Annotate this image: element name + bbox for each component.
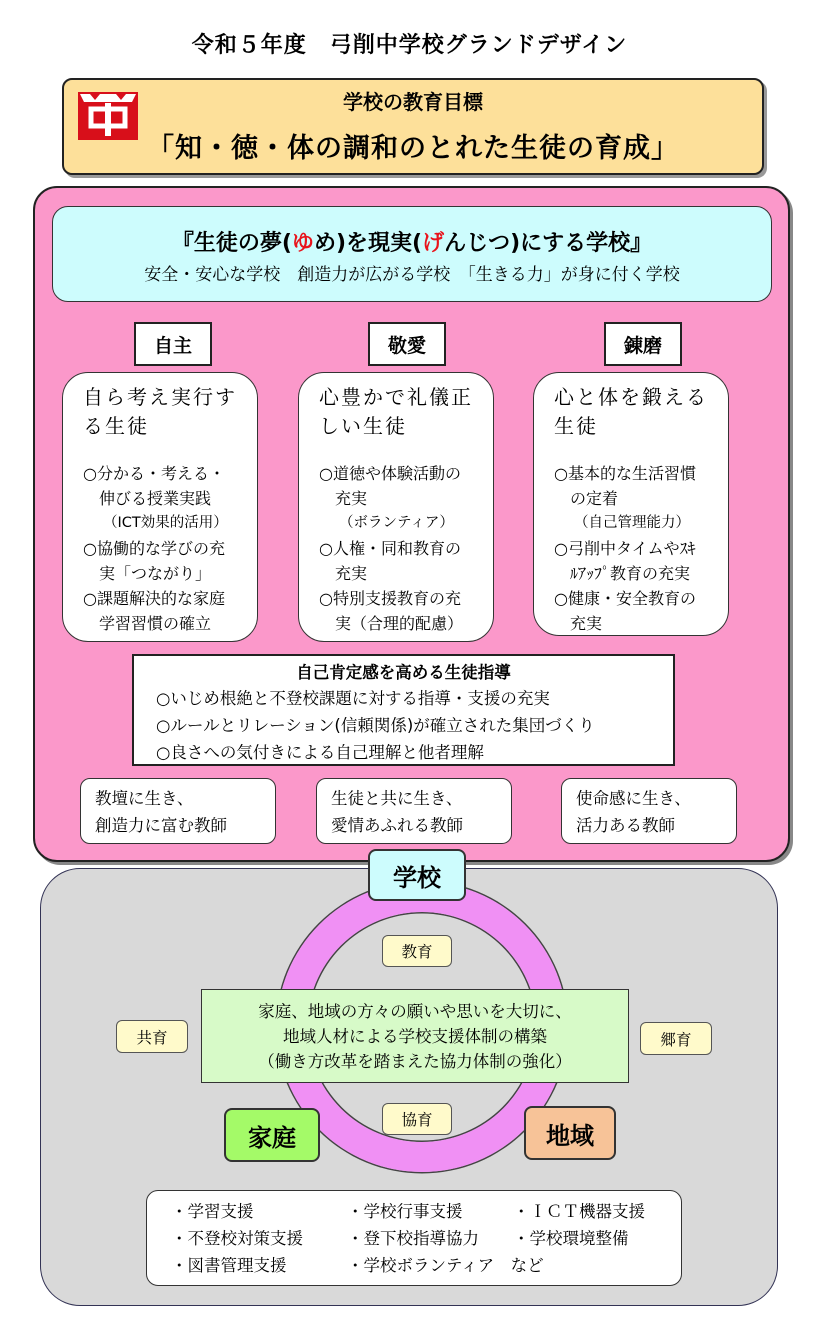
guidance-title: 自己肯定感を高める生徒指導	[296, 663, 511, 682]
center-line: 地域人材による学校支援体制の構築	[283, 1026, 547, 1046]
pillar-items: ○基本的な生活習慣 の定着 （自己管理能力） ○弓削中タイムやｽｷ ﾙｱｯﾌﾟ教育の充実 ○健康・安全教育の 充実	[554, 464, 696, 633]
pillar-items: ○道徳や体験活動の 充実 （ボランティア） ○人権・同和教育の 充実 ○特別支援教育の充 実（合理的配慮）	[319, 464, 464, 633]
teacher-ideal-3: 使命感に生き、 活力ある教師	[561, 778, 737, 844]
pillar-items: ○分かる・考える・ 伸びる授業実践 （ICT効果的活用） ○協働的な学びの充 実「つながり」 ○課題解決的な家庭 学習習慣の確立	[83, 464, 228, 633]
education-goal-label: 学校の教育目標	[343, 90, 483, 114]
center-line: （働き方改革を踏まえた協力体制の強化）	[258, 1051, 572, 1071]
teacher-ideal-2: 生徒と共に生き、 愛情あふれる教師	[316, 778, 512, 844]
pillar-card-jishu	[62, 372, 258, 642]
tag-kyouiku-local: 郷育	[640, 1022, 712, 1055]
support-list-box	[146, 1190, 682, 1286]
student-guidance-box	[132, 654, 675, 766]
pillar-card-keiai	[298, 372, 494, 642]
pillar-label-renma: 錬磨	[604, 322, 682, 366]
tag-kyouiku-coop: 協育	[382, 1103, 452, 1135]
community-center-box	[201, 989, 629, 1083]
pillar-label-keiai: 敬愛	[368, 322, 446, 366]
support-item: ・図書管理支援	[171, 1256, 287, 1275]
vision-title: 『生徒の夢(ゆめ)を現実(げんじつ)にする学校』	[171, 231, 653, 256]
guidance-item: ○いじめ根絶と不登校課題に対する指導・支援の充実	[156, 689, 550, 708]
page-title: 令和５年度 弓削中学校グランドデザイン	[191, 33, 628, 58]
pillar-heading: 心豊かで礼儀正しい生徒	[319, 385, 473, 438]
support-item: ・ＩＣＴ機器支援	[513, 1202, 645, 1221]
center-line: 家庭、地域の方々の願いや思いを大切に、	[258, 1001, 572, 1021]
support-item: ・不登校対策支援	[171, 1229, 303, 1248]
teacher-ideal-1: 教壇に生き、 創造力に富む教師	[80, 778, 276, 844]
guidance-item: ○良さへの気付きによる自己理解と他者理解	[156, 743, 484, 762]
pillar-card-renma	[533, 372, 729, 636]
support-item: ・学習支援	[171, 1202, 254, 1221]
pillar-heading: 自ら考え実行する生徒	[83, 385, 237, 438]
vision-subtitle: 安全・安心な学校 創造力が広がる学校 「生きる力」が身に付く学校	[144, 265, 680, 285]
tag-kyouiku-shared: 共育	[116, 1020, 188, 1053]
support-item: ・学校ボランティア など	[347, 1256, 544, 1275]
guidance-item: ○ルールとリレーション(信頼関係)が確立された集団づくり	[156, 716, 595, 735]
pillar-heading: 心と体を鍛える生徒	[554, 385, 708, 438]
school-label: 学校	[368, 849, 466, 901]
support-item: ・登下校指導協力	[347, 1229, 479, 1248]
support-item: ・学校行事支援	[347, 1202, 463, 1221]
tag-kyouiku: 教育	[382, 935, 452, 967]
support-item: ・学校環境整備	[513, 1229, 629, 1248]
education-goal-text: 「知・徳・体の調和のとれた生徒の育成」	[147, 133, 679, 164]
pillar-label-jishu: 自主	[134, 322, 212, 366]
region-label: 地域	[524, 1106, 616, 1160]
home-label: 家庭	[224, 1108, 320, 1162]
